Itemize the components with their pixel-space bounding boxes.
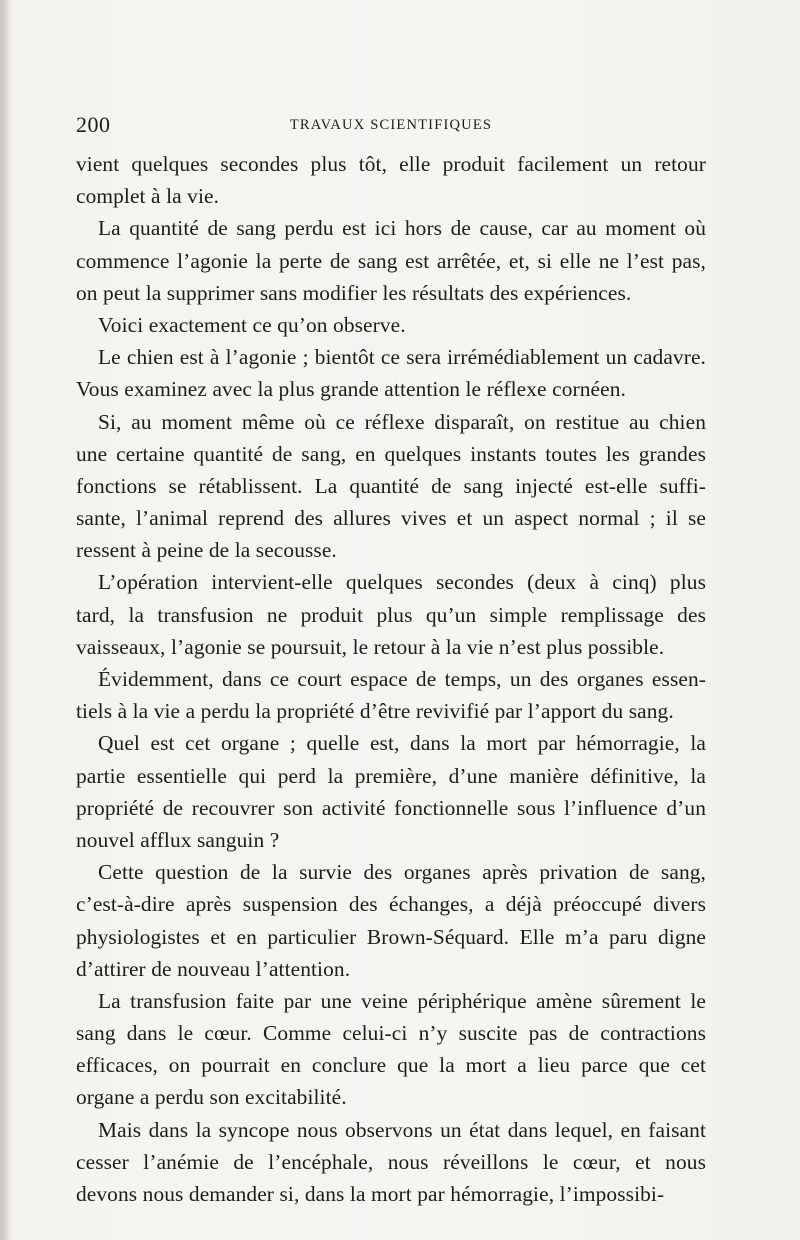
text-line: L’opération intervient-elle quelques secondes (deux à cinq) plus xyxy=(98,570,706,595)
text-line: sang dans le cœur. Comme celui-ci n’y suscite pas de contractions xyxy=(76,1021,706,1046)
body-text xyxy=(76,148,706,1210)
text-line: Voici exactement ce qu’on observe. xyxy=(98,312,406,337)
paragraph xyxy=(76,856,706,985)
page-header xyxy=(76,112,706,140)
paragraph xyxy=(76,309,706,341)
text-line: Cette question de la survie des organes après privation de sang, xyxy=(98,860,706,885)
text-line: Évidemment, dans ce court espace de temps, un des organes essen- xyxy=(98,667,706,691)
text-line: organe a perdu son excitabilité. xyxy=(76,1085,347,1110)
text-line: partie essentielle qui perd la première, d’une manière définitive, la xyxy=(76,763,706,788)
paragraph xyxy=(76,406,706,567)
text-line: d’attirer de nouveau l’attention. xyxy=(76,956,351,981)
text-line: cesser l’anémie de l’encéphale, nous réveillons le cœur, et nous xyxy=(76,1149,706,1174)
text-line: tiels à la vie a perdu la propriété d’être revivifié par l’apport du sang. xyxy=(76,699,674,724)
text-line: on peut la supprimer sans modifier les résultats des expériences. xyxy=(76,280,632,305)
text-line: complet à la vie. xyxy=(76,184,220,209)
text-line: Quel est cet organe ; quelle est, dans la mort par hémorragie, la xyxy=(98,731,706,756)
page-edge-shadow xyxy=(0,0,10,1240)
text-line: propriété de recouvrer son activité fonctionnelle sous l’influence d’un xyxy=(76,795,706,820)
paragraph xyxy=(76,212,706,309)
paragraph xyxy=(76,663,706,727)
text-line: tard, la transfusion ne produit plus qu’un simple remplissage des xyxy=(76,602,706,627)
text-line: physiologistes et en particulier Brown-Séquard. Elle m’a paru digne xyxy=(76,924,706,949)
text-line: Si, au moment même où ce réflexe disparaît, on restitue au chien xyxy=(98,409,706,434)
text-line: une certaine quantité de sang, en quelques instants toutes les grandes xyxy=(76,441,706,466)
text-line: ressent à peine de la secousse. xyxy=(76,538,337,563)
page-number: 200 xyxy=(76,112,111,137)
text-line: La transfusion faite par une veine périphérique amène sûrement le xyxy=(98,988,706,1013)
paragraph xyxy=(76,727,706,856)
text-line: vient quelques secondes plus tôt, elle produit facilement un retour xyxy=(76,152,706,176)
text-line: Mais dans la syncope nous observons un état dans lequel, en faisant xyxy=(98,1117,706,1142)
text-line: fonctions se rétablissent. La quantité de sang injecté est-elle suffi- xyxy=(76,473,706,498)
text-line: c’est-à-dire après suspension des échanges, a déjà préoccupé divers xyxy=(76,892,706,917)
text-line: vaisseaux, l’agonie se poursuit, le retour à la vie n’est plus possible. xyxy=(76,634,665,659)
text-line: efficaces, on pourrait en conclure que la mort a lieu parce que cet xyxy=(76,1053,706,1078)
paragraph xyxy=(76,566,706,663)
text-line: sante, l’animal reprend des allures vives et un aspect normal ; il se xyxy=(76,506,706,531)
text-line: commence l’agonie la perte de sang est arrêtée, et, si elle ne l’est pas, xyxy=(76,248,706,273)
text-line: nouvel afflux sanguin ? xyxy=(76,827,280,852)
paragraph xyxy=(76,1114,706,1211)
paragraph xyxy=(76,341,706,405)
text-line: Le chien est à l’agonie ; bientôt ce sera irrémédiablement un cadavre. xyxy=(98,345,706,370)
text-line: Vous examinez avec la plus grande attention le réflexe cornéen. xyxy=(76,377,626,402)
text-line: La quantité de sang perdu est ici hors de cause, car au moment où xyxy=(98,216,706,241)
text-line: devons nous demander si, dans la mort par hémorragie, l’impossibi- xyxy=(76,1182,665,1206)
paragraph xyxy=(76,985,706,1114)
paragraph xyxy=(76,148,706,212)
running-title: TRAVAUX SCIENTIFIQUES xyxy=(289,117,493,133)
